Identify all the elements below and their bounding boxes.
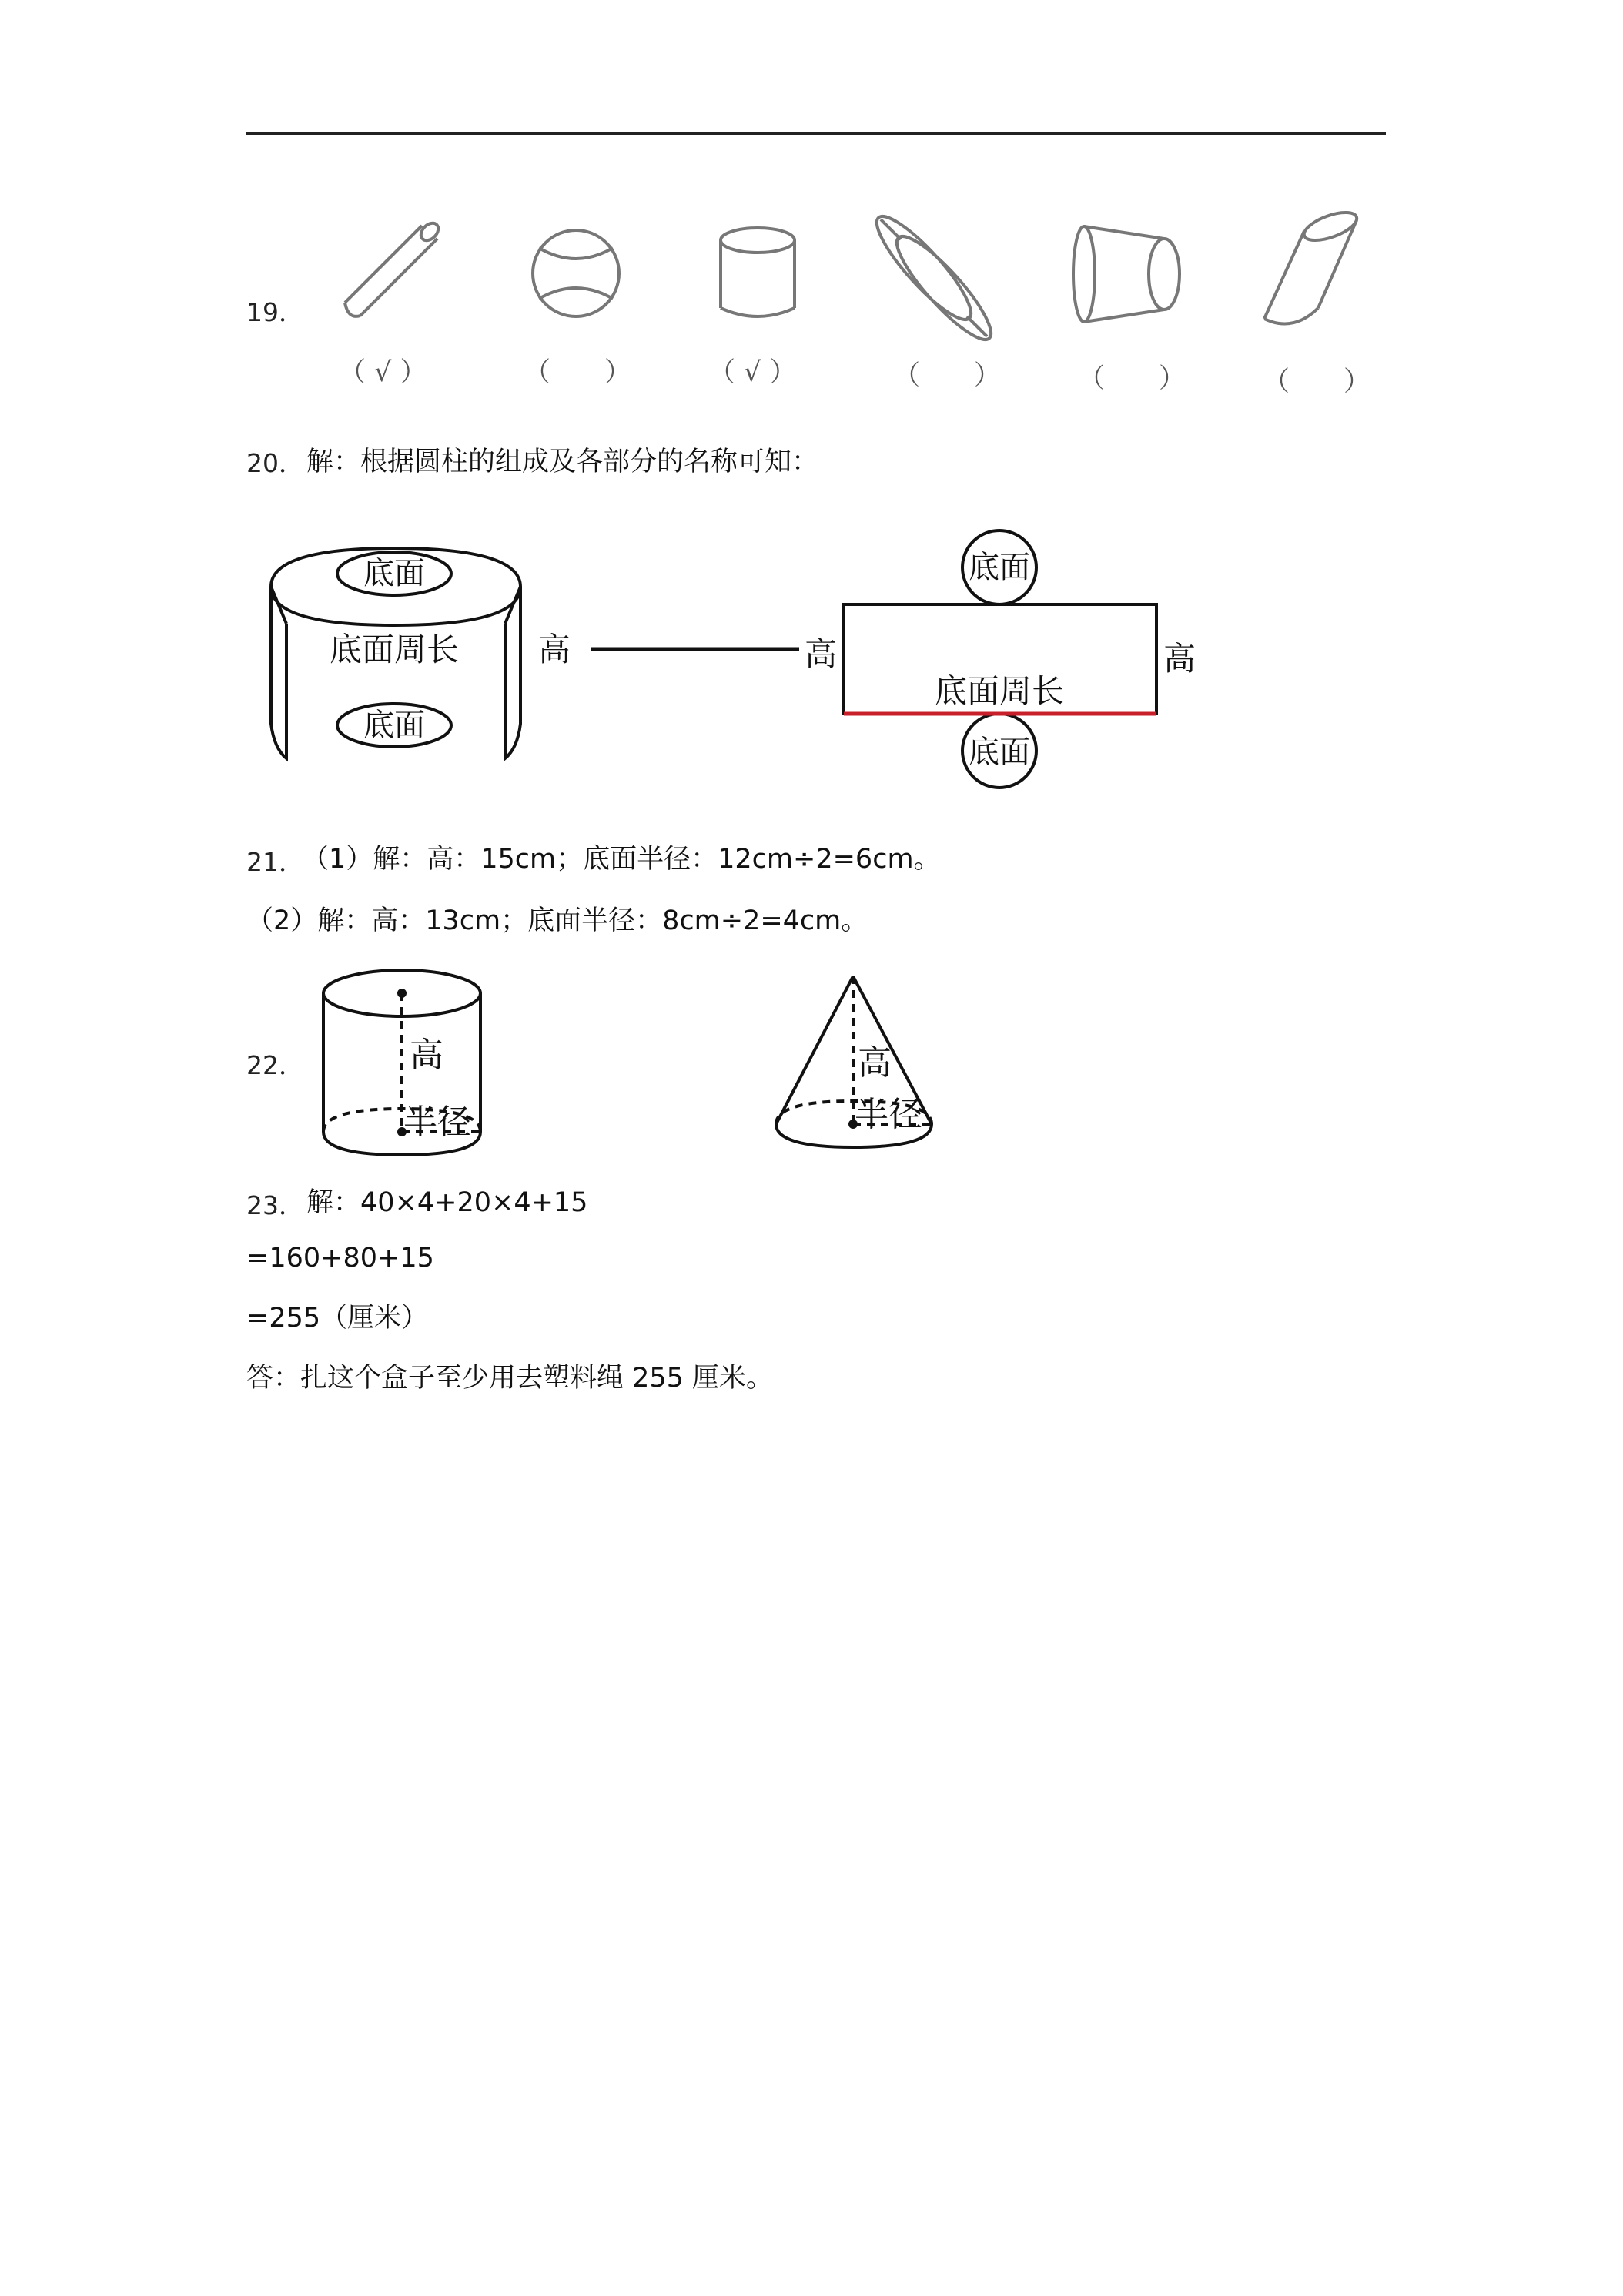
q21-line1: （1）解：高：15cm；底面半径：12cm÷2=6cm。 [302, 844, 941, 875]
q19-mark-1: （ √ ） [339, 357, 427, 388]
height-label-left: 高 [537, 631, 571, 668]
q19-number: 19． [246, 297, 304, 327]
q19-mark-2: （ ） [524, 357, 632, 388]
cyl-bottom-base-label: 底面 [363, 708, 425, 743]
q21-number: 21． [246, 847, 304, 877]
net-side-label: 底面周长 [934, 672, 1065, 710]
cone-height-label: 高 [858, 1043, 892, 1083]
q21-line2: （2）解：高：13cm；底面半径：8cm÷2=4cm。 [246, 905, 868, 936]
q23-line1: 解：40×4+20×4+15 [306, 1187, 588, 1218]
q23-line3: =255（厘米） [246, 1303, 429, 1334]
cone-radius-label: 半径 [855, 1095, 922, 1134]
q19-mark-4: （ ） [893, 360, 1002, 391]
q19-mark-3: （ √ ） [708, 357, 797, 388]
q22-number: 22． [246, 1050, 304, 1080]
q20-number: 20． [246, 448, 304, 478]
cyl-side-label: 底面周长 [329, 631, 460, 668]
q19-mark-6: （ ） [1263, 366, 1371, 397]
q23-answer: 答：扎这个盒子至少用去塑料绳 255 厘米。 [246, 1363, 774, 1394]
cyl-top-base-label: 底面 [363, 556, 425, 591]
net-top-base-label: 底面 [969, 550, 1030, 585]
q19-mark-5: （ ） [1078, 363, 1186, 394]
net-bottom-base-label: 底面 [969, 735, 1030, 770]
cyl-radius-label: 半径 [403, 1103, 471, 1142]
height-label-right: 高 [1163, 640, 1196, 678]
cyl-height-label: 高 [410, 1036, 443, 1075]
q23-number: 23． [246, 1190, 304, 1220]
height-label-mid: 高 [804, 635, 838, 673]
q20-text: 解：根据圆柱的组成及各部分的名称可知： [306, 447, 819, 477]
q23-line2: =160+80+15 [246, 1243, 434, 1274]
